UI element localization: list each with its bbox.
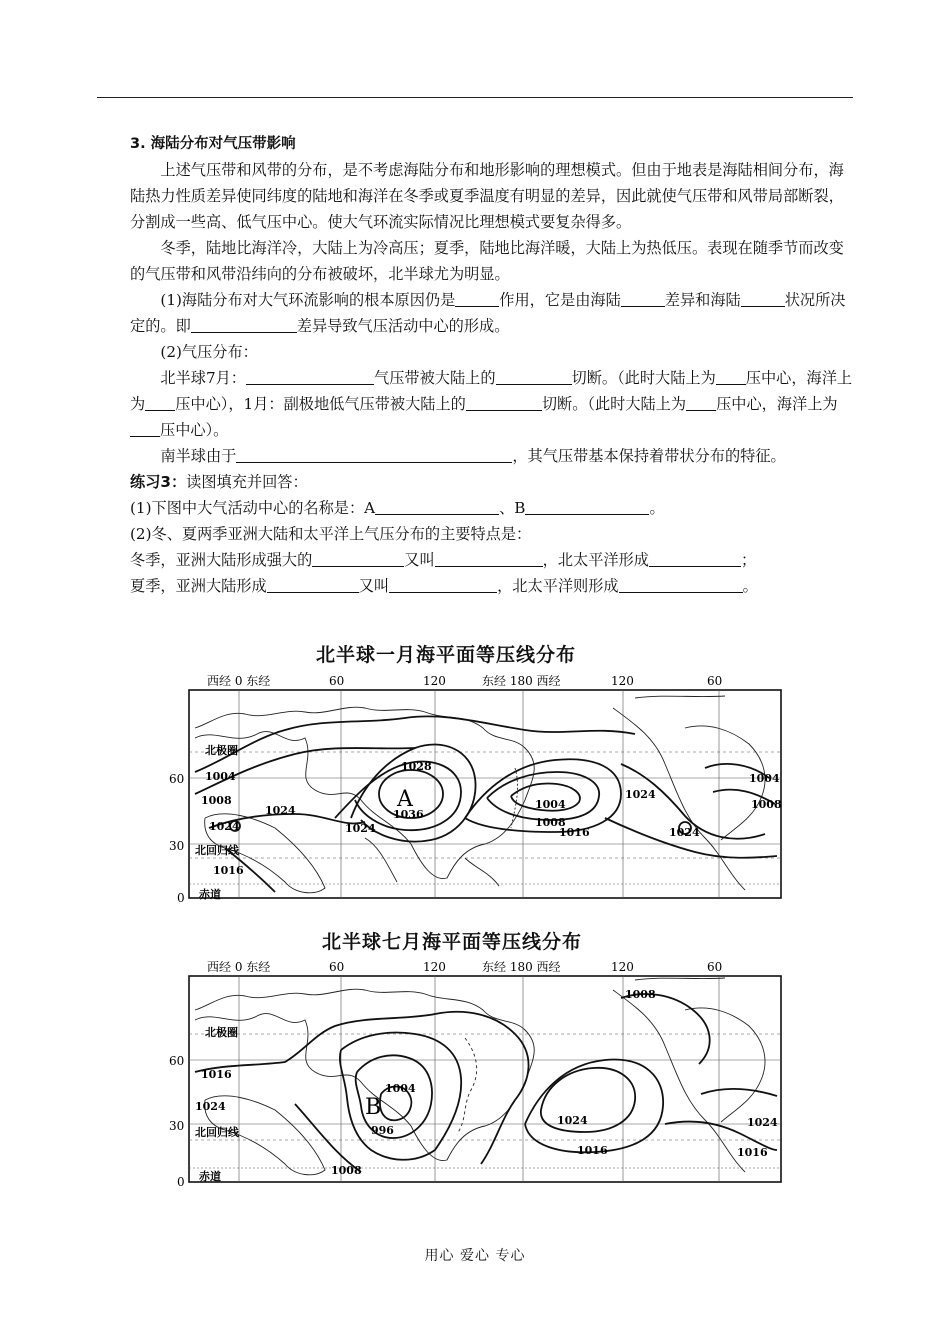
coastlines: [195, 696, 765, 893]
isobar-label: 1008: [331, 1164, 362, 1177]
isobar-label: 1036: [393, 808, 424, 821]
north-text-h: 压中心）。: [160, 421, 229, 439]
january-map-title: 北半球一月海平面等压线分布: [316, 644, 577, 666]
answer-blank[interactable]: [496, 369, 572, 385]
pq1-text-a: (1)下图中大气活动中心的名称是：A: [130, 499, 376, 517]
lon-label: 120: [423, 674, 446, 688]
isobar-label: 1024: [209, 820, 240, 833]
winter-text-c: ，北太平洋形成: [542, 551, 649, 569]
answer-blank[interactable]: [435, 551, 543, 567]
isobar-label: 996: [371, 1124, 394, 1137]
winter-text-d: ；: [740, 551, 757, 569]
map-frame: [189, 976, 781, 1182]
isobar-label: 1024: [265, 804, 296, 817]
isobar-label: 1024: [747, 1116, 778, 1129]
pressure-center-b: B: [365, 1095, 382, 1120]
isobar-label: 1016: [213, 864, 244, 877]
isobar-label: 1008: [625, 988, 656, 1001]
pq1-text-b: 、B: [499, 499, 526, 517]
isobar-label: 1008: [201, 794, 232, 807]
line-label-tropic: 北回归线: [195, 1126, 239, 1139]
line-label-arctic: 北极圈: [205, 744, 238, 757]
isobar-label: 1024: [345, 822, 376, 835]
summer-text-b: 又叫: [358, 577, 390, 595]
line-label-equator: 赤道: [199, 888, 221, 901]
line-label-arctic: 北极圈: [205, 1026, 238, 1039]
january-isobar-map: [165, 668, 795, 908]
summer-text-a: 夏季，亚洲大陆形成: [130, 577, 267, 595]
document-text: [130, 131, 855, 599]
answer-blank[interactable]: [686, 395, 716, 411]
isobar-label: 1004: [385, 1082, 416, 1095]
pressure-center-a: A: [397, 787, 413, 812]
practice-label: 练习3：: [130, 473, 187, 491]
q1-text-b: 作用，它是由海陆: [499, 291, 621, 309]
lon-label: 120: [423, 960, 446, 974]
answer-blank[interactable]: [236, 447, 512, 463]
lon-label: 60: [707, 674, 723, 688]
lat-label: 30: [169, 839, 185, 853]
lon-label: 120: [611, 960, 634, 974]
lat-label: 30: [169, 1119, 185, 1133]
answer-blank[interactable]: [649, 551, 741, 567]
pq1-text-c: 。: [649, 499, 665, 517]
answer-blank[interactable]: [191, 317, 297, 333]
q1-text-e: 差异导致气压活动中心的形成。: [296, 317, 510, 335]
north-text-g: 压中心，海洋上为: [716, 395, 838, 413]
isobar-label: 1004: [749, 772, 780, 785]
north-text-a: 北半球7月：: [160, 369, 246, 387]
answer-blank[interactable]: [741, 291, 785, 307]
answer-blank[interactable]: [455, 291, 499, 307]
answer-blank[interactable]: [619, 577, 743, 593]
line-label-equator: 赤道: [199, 1170, 221, 1183]
winter-question: [130, 547, 855, 573]
isobar-label: 1028: [401, 760, 432, 773]
isobar-label: 1004: [535, 798, 566, 811]
isobar-label: 1024: [669, 826, 700, 839]
answer-blank[interactable]: [525, 499, 649, 515]
coastlines: [195, 978, 765, 1175]
answer-blank[interactable]: [267, 577, 359, 593]
lon-label: 120: [611, 674, 634, 688]
south-text-b: ，其气压带基本保持着带状分布的特征。: [512, 447, 786, 465]
july-isobar-map: [165, 954, 795, 1194]
north-text-d: 压中心，海洋上为: [130, 369, 853, 413]
winter-text-a: 冬季，亚洲大陆形成强大的: [130, 551, 313, 569]
winter-text-b: 又叫: [404, 551, 435, 569]
summer-text-d: 。: [742, 577, 758, 595]
answer-blank[interactable]: [246, 369, 374, 385]
lat-label: 60: [169, 1054, 185, 1068]
line-label-tropic: 北回归线: [195, 844, 239, 857]
isobar-label: 1024: [557, 1114, 588, 1127]
lon-label: 东经 180 西经: [482, 674, 561, 688]
north-text-e: 压中心），1月：副极地低气压带被大陆上的: [175, 395, 466, 413]
south-text-a: 南半球由于: [160, 447, 237, 465]
answer-blank[interactable]: [375, 499, 499, 515]
practice-intro: [130, 469, 855, 495]
isobar-label: 1008: [751, 798, 782, 811]
section-heading: 3. 海陆分布对气压带影响: [130, 136, 296, 152]
footer-text: 用心 爱心 专心: [424, 1248, 526, 1264]
july-map-title: 北半球七月海平面等压线分布: [322, 931, 583, 953]
practice-intro-text: 读图填充并回答：: [186, 473, 308, 491]
lon-label: 东经 180 西经: [482, 960, 561, 974]
summer-text-c: ，北太平洋则形成: [497, 577, 619, 595]
answer-blank[interactable]: [716, 369, 746, 385]
q1-text-d: 状况所决定的。即: [130, 291, 846, 335]
lat-label: 60: [169, 772, 185, 786]
lon-label: 60: [329, 960, 345, 974]
north-hemisphere-question: [130, 365, 855, 443]
lat-label: 0: [177, 1175, 185, 1189]
isobar-label: 1016: [737, 1146, 768, 1159]
isobar-label: 1008: [535, 816, 566, 829]
isobar-label: 1016: [559, 826, 590, 839]
practice-question-1: [130, 495, 855, 521]
practice-question-2: (2)冬、夏两季亚洲大陆和太平洋上气压分布的主要特点是：: [130, 525, 532, 543]
isobar-label: 1024: [625, 788, 656, 801]
isobar-label: 1024: [195, 1100, 226, 1113]
isobar-label: 1016: [201, 1068, 232, 1081]
question-1: [130, 287, 855, 339]
isobar-label: 1016: [577, 1144, 608, 1157]
north-text-c: 切断。（此时大陆上为: [571, 369, 716, 387]
north-text-b: 气压带被大陆上的: [374, 369, 496, 387]
answer-blank[interactable]: [466, 395, 542, 411]
lat-label: 0: [177, 891, 185, 905]
answer-blank[interactable]: [130, 421, 160, 437]
south-hemisphere-question: [130, 443, 855, 469]
answer-blank[interactable]: [621, 291, 665, 307]
answer-blank[interactable]: [145, 395, 175, 411]
answer-blank[interactable]: [312, 551, 404, 567]
lon-label: 60: [707, 960, 723, 974]
q1-text-a: (1)海陆分布对大气环流影响的根本原因仍是: [160, 291, 456, 309]
isobar-label: 1004: [205, 770, 236, 783]
lon-label: 西经 0 东经: [207, 674, 271, 688]
answer-blank[interactable]: [389, 577, 497, 593]
lon-label: 西经 0 东经: [207, 960, 271, 974]
paragraph-2: 冬季，陆地比海洋冷，大陆上为冷高压；夏季，陆地比海洋暖，大陆上为热低压。表现在随季节而改变的气压带和风带沿纬向的分布被破坏，北半球尤为明显。: [130, 239, 844, 283]
header-rule: [97, 97, 853, 98]
question-2-label: (2)气压分布：: [160, 343, 258, 361]
lon-label: 60: [329, 674, 345, 688]
isobars: [195, 994, 777, 1172]
north-text-f: 切断。（此时大陆上为: [541, 395, 687, 413]
summer-question: [130, 573, 855, 599]
q1-text-c: 差异和海陆: [664, 291, 741, 309]
paragraph-1: 上述气压带和风带的分布，是不考虑海陆分布和地形影响的理想模式。但由于地表是海陆相间分布，海陆热力性质差异使同纬度的陆地和海洋在冬季或夏季温度有明显的差异，因此就使气压带和风带局部断裂，分割成一些高、低气压中心。使大气环流实际情况比理想模式要复杂得多。: [130, 161, 844, 231]
